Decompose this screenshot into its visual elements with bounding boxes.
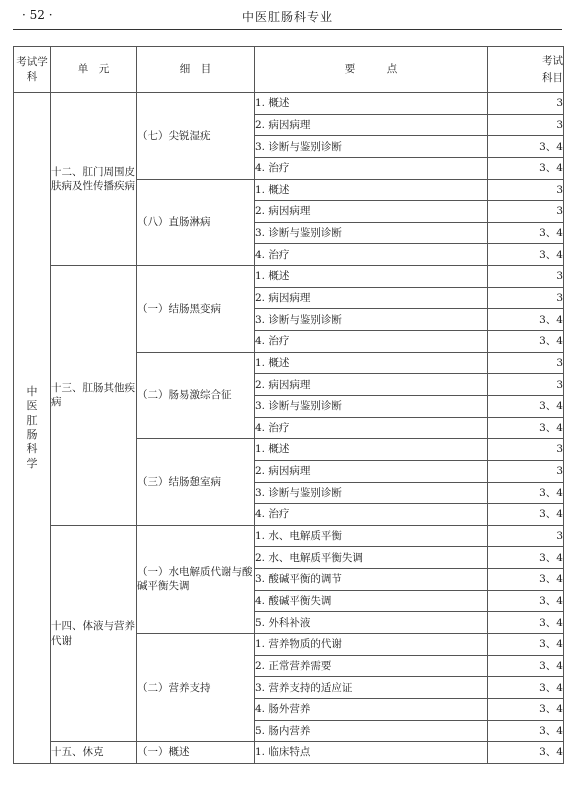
level-cell: 3 (488, 439, 564, 461)
table-row (14, 266, 564, 288)
level-cell: 3、4 (488, 222, 564, 244)
point-cell: 4. 酸碱平衡失调 (255, 590, 488, 612)
column-header-detail: 细 目 (137, 47, 255, 93)
table-row (14, 93, 564, 115)
level-cell: 3、4 (488, 482, 564, 504)
level-cell: 3、4 (488, 677, 564, 699)
point-cell: 1. 营养物质的代谢 (255, 634, 488, 656)
level-cell: 3、4 (488, 742, 564, 764)
level-cell: 3 (488, 287, 564, 309)
unit-cell: 十五、休克 (51, 742, 137, 764)
level-cell: 3、4 (488, 720, 564, 742)
detail-cell: （七）尖锐湿疣 (137, 93, 255, 180)
level-cell: 3、4 (488, 244, 564, 266)
point-cell: 4. 治疗 (255, 331, 488, 353)
level-cell: 3、4 (488, 547, 564, 569)
detail-cell: （二）营养支持 (137, 634, 255, 742)
detail-cell: （三）结肠憩室病 (137, 439, 255, 526)
point-cell: 1. 概述 (255, 266, 488, 288)
point-cell: 1. 概述 (255, 93, 488, 115)
detail-cell: （八）直肠淋病 (137, 179, 255, 266)
level-cell: 3 (488, 374, 564, 396)
point-cell: 2. 病因病理 (255, 374, 488, 396)
level-cell: 3、4 (488, 569, 564, 591)
point-cell: 2. 病因病理 (255, 287, 488, 309)
subject-label: 中医肛肠科学 (26, 385, 38, 470)
header-rule (13, 29, 562, 30)
level-cell: 3 (488, 352, 564, 374)
unit-cell: 十四、体液与营养代谢 (51, 525, 137, 741)
point-cell: 3. 诊断与鉴别诊断 (255, 482, 488, 504)
point-cell: 1. 概述 (255, 179, 488, 201)
point-cell: 3. 诊断与鉴别诊断 (255, 309, 488, 331)
point-cell: 3. 诊断与鉴别诊断 (255, 136, 488, 158)
column-header-level (488, 47, 564, 93)
unit-cell: 十二、肛门周围皮肤病及性传播疾病 (51, 93, 137, 266)
page-title: 中医肛肠科专业 (241, 10, 333, 24)
point-cell: 2. 病因病理 (255, 114, 488, 136)
point-cell: 4. 治疗 (255, 417, 488, 439)
point-cell: 3. 诊断与鉴别诊断 (255, 222, 488, 244)
point-cell: 4. 治疗 (255, 157, 488, 179)
level-cell: 3 (488, 460, 564, 482)
level-cell: 3、4 (488, 590, 564, 612)
detail-cell: （一）结肠黑变病 (137, 266, 255, 353)
point-cell: 3. 酸碱平衡的调节 (255, 569, 488, 591)
point-cell: 1. 水、电解质平衡 (255, 525, 488, 547)
table-row (14, 525, 564, 547)
page-number: · 52 · (22, 8, 53, 22)
level-cell: 3 (488, 93, 564, 115)
level-cell: 3 (488, 201, 564, 223)
point-cell: 2. 正常营养需要 (255, 655, 488, 677)
column-header-points: 要 点 (255, 47, 488, 93)
table-row (14, 742, 564, 764)
point-cell: 4. 治疗 (255, 244, 488, 266)
point-cell: 5. 肠内营养 (255, 720, 488, 742)
point-cell: 4. 治疗 (255, 504, 488, 526)
level-cell: 3、4 (488, 417, 564, 439)
point-cell: 1. 临床特点 (255, 742, 488, 764)
level-cell: 3、4 (488, 136, 564, 158)
level-cell: 3 (488, 525, 564, 547)
column-header-level-text: 考试科目 (542, 54, 563, 84)
point-cell: 3. 营养支持的适应证 (255, 677, 488, 699)
detail-cell: （二）肠易激综合征 (137, 352, 255, 439)
subject-cell (14, 93, 51, 764)
point-cell: 2. 病因病理 (255, 201, 488, 223)
level-cell: 3、4 (488, 157, 564, 179)
level-cell: 3、4 (488, 612, 564, 634)
unit-cell: 十三、肛肠其他疾病 (51, 266, 137, 526)
level-cell: 3、4 (488, 504, 564, 526)
level-cell: 3 (488, 179, 564, 201)
level-cell: 3 (488, 114, 564, 136)
column-header-subject: 考试学科 (14, 47, 51, 93)
level-cell: 3、4 (488, 655, 564, 677)
level-cell: 3、4 (488, 634, 564, 656)
detail-cell: （一）概述 (137, 742, 255, 764)
level-cell: 3、4 (488, 309, 564, 331)
point-cell: 2. 水、电解质平衡失调 (255, 547, 488, 569)
point-cell: 5. 外科补液 (255, 612, 488, 634)
column-header-unit: 单 元 (51, 47, 137, 93)
point-cell: 3. 诊断与鉴别诊断 (255, 395, 488, 417)
point-cell: 1. 概述 (255, 352, 488, 374)
level-cell: 3、4 (488, 395, 564, 417)
level-cell: 3 (488, 266, 564, 288)
table-header-row (14, 47, 564, 93)
point-cell: 2. 病因病理 (255, 460, 488, 482)
point-cell: 1. 概述 (255, 439, 488, 461)
detail-cell: （一）水电解质代谢与酸碱平衡失调 (137, 525, 255, 633)
level-cell: 3、4 (488, 331, 564, 353)
syllabus-table (13, 46, 564, 764)
point-cell: 4. 肠外营养 (255, 698, 488, 720)
level-cell: 3、4 (488, 698, 564, 720)
